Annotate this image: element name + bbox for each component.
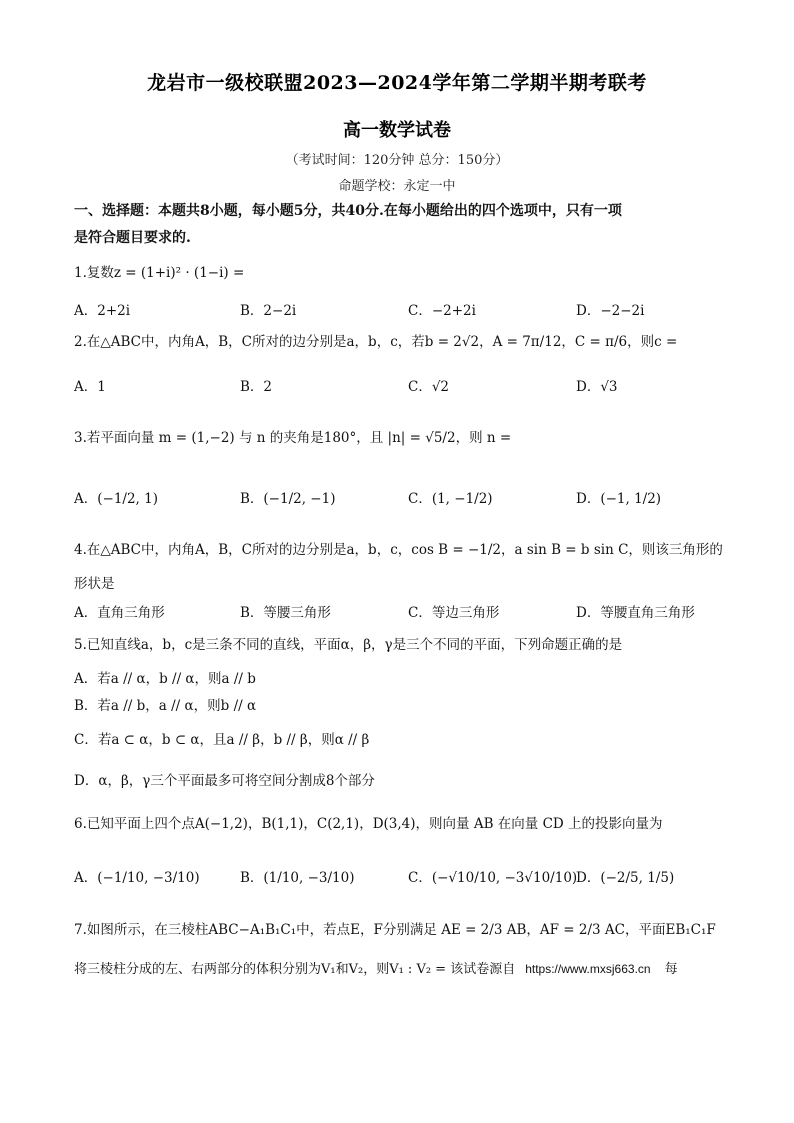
question-5-option-d: D．α，β，γ三个平面最多可将空间分割成8个部分 [74,773,375,789]
question-1-option-a: A．2+2i [74,303,131,319]
question-4-stem: 4.在△ABC中，内角A，B，C所对的边分别是a，b，c，cos B = −1/2，a sin B = b sin C，则该三角形的 [74,542,723,558]
question-5-stem: 5.已知直线a，b，c是三条不同的直线，平面α，β，γ是三个不同的平面，下列命题正确的是 [74,637,623,653]
question-1-stem: 1.复数z = (1+i)² · (1−i) = [74,265,245,281]
question-5-option-b: B．若a // b，a // α，则b // α [74,698,257,714]
question-4-stem-continued: 形状是 [74,576,115,592]
exam-subtitle: 高一数学试卷 [343,120,451,141]
question-4-option-d: D．等腰直角三角形 [576,605,695,621]
question-3-option-c: C．(1, −1/2) [408,491,493,507]
question-2-stem: 2.在△ABC中，内角A，B，C所对的边分别是a，b，c，若b = 2√2，A = 7π/12，C = π/6，则c = [74,334,678,350]
question-5-option-c: C．若a ⊂ α，b ⊂ α，且a // β，b // β，则α // β [74,732,370,748]
question-2-option-c: C．√2 [408,379,450,395]
question-3-option-b: B．(−1/2, −1) [240,491,336,507]
source-link[interactable]: https://www.mxsj663.cn [525,962,651,976]
exam-info: （考试时间：120分钟 总分：150分） [285,153,509,168]
footer-tail: 每 [664,962,678,977]
question-4-option-b: B．等腰三角形 [240,605,331,621]
question-1-option-b: B．2−2i [240,303,297,319]
question-3-option-a: A．(−1/2, 1) [74,491,158,507]
question-6-option-d: D．(−2/5, 1/5) [576,870,675,886]
question-4-option-c: C．等边三角形 [408,605,500,621]
question-6-option-b: B．(1/10, −3/10) [240,870,355,886]
question-4-option-a: A．直角三角形 [74,605,165,621]
question-2-option-a: A．1 [74,379,106,395]
question-1-option-c: C．−2+2i [408,303,476,319]
question-7-stem: 7.如图所示，在三棱柱ABC−A₁B₁C₁中，若点E，F分别满足 AE = 2/3 AB，AF = 2/3 AC，平面EB₁C₁F [74,922,716,938]
exam-school: 命题学校：永定一中 [338,179,456,194]
page-footer [74,958,678,977]
exam-title: 龙岩市一级校联盟2023—2024学年第二学期半期考联考 [147,72,647,94]
question-5-option-a: A．若a // α，b // α，则a // b [74,671,256,687]
question-6-option-c: C．(−√10/10, −3√10/10) [408,870,578,886]
question-3-option-d: D．(−1, 1/2) [576,491,662,507]
question-2-option-d: D．√3 [576,379,618,395]
section-heading-line2: 是符合题目要求的. [74,230,191,246]
question-6-stem: 6.已知平面上四个点A(−1,2)，B(1,1)，C(2,1)，D(3,4)，则向量 AB 在向量 CD 上的投影向量为 [74,816,663,832]
question-2-option-b: B．2 [240,379,273,395]
question-6-option-a: A．(−1/10, −3/10) [74,870,200,886]
section-heading-line1: 一、选择题：本题共8小题，每小题5分，共40分.在每小题给出的四个选项中，只有一项 [74,203,622,219]
question-1-option-d: D．−2−2i [576,303,645,319]
question-3-stem: 3.若平面向量 m = (1,−2) 与 n 的夹角是180°，且 |n| = √5/2，则 n = [74,430,512,446]
footer-text: 将三棱柱分成的左、右两部分的体积分别为V₁和V₂，则V₁ : V₂ = 该试卷源自 [74,962,516,977]
